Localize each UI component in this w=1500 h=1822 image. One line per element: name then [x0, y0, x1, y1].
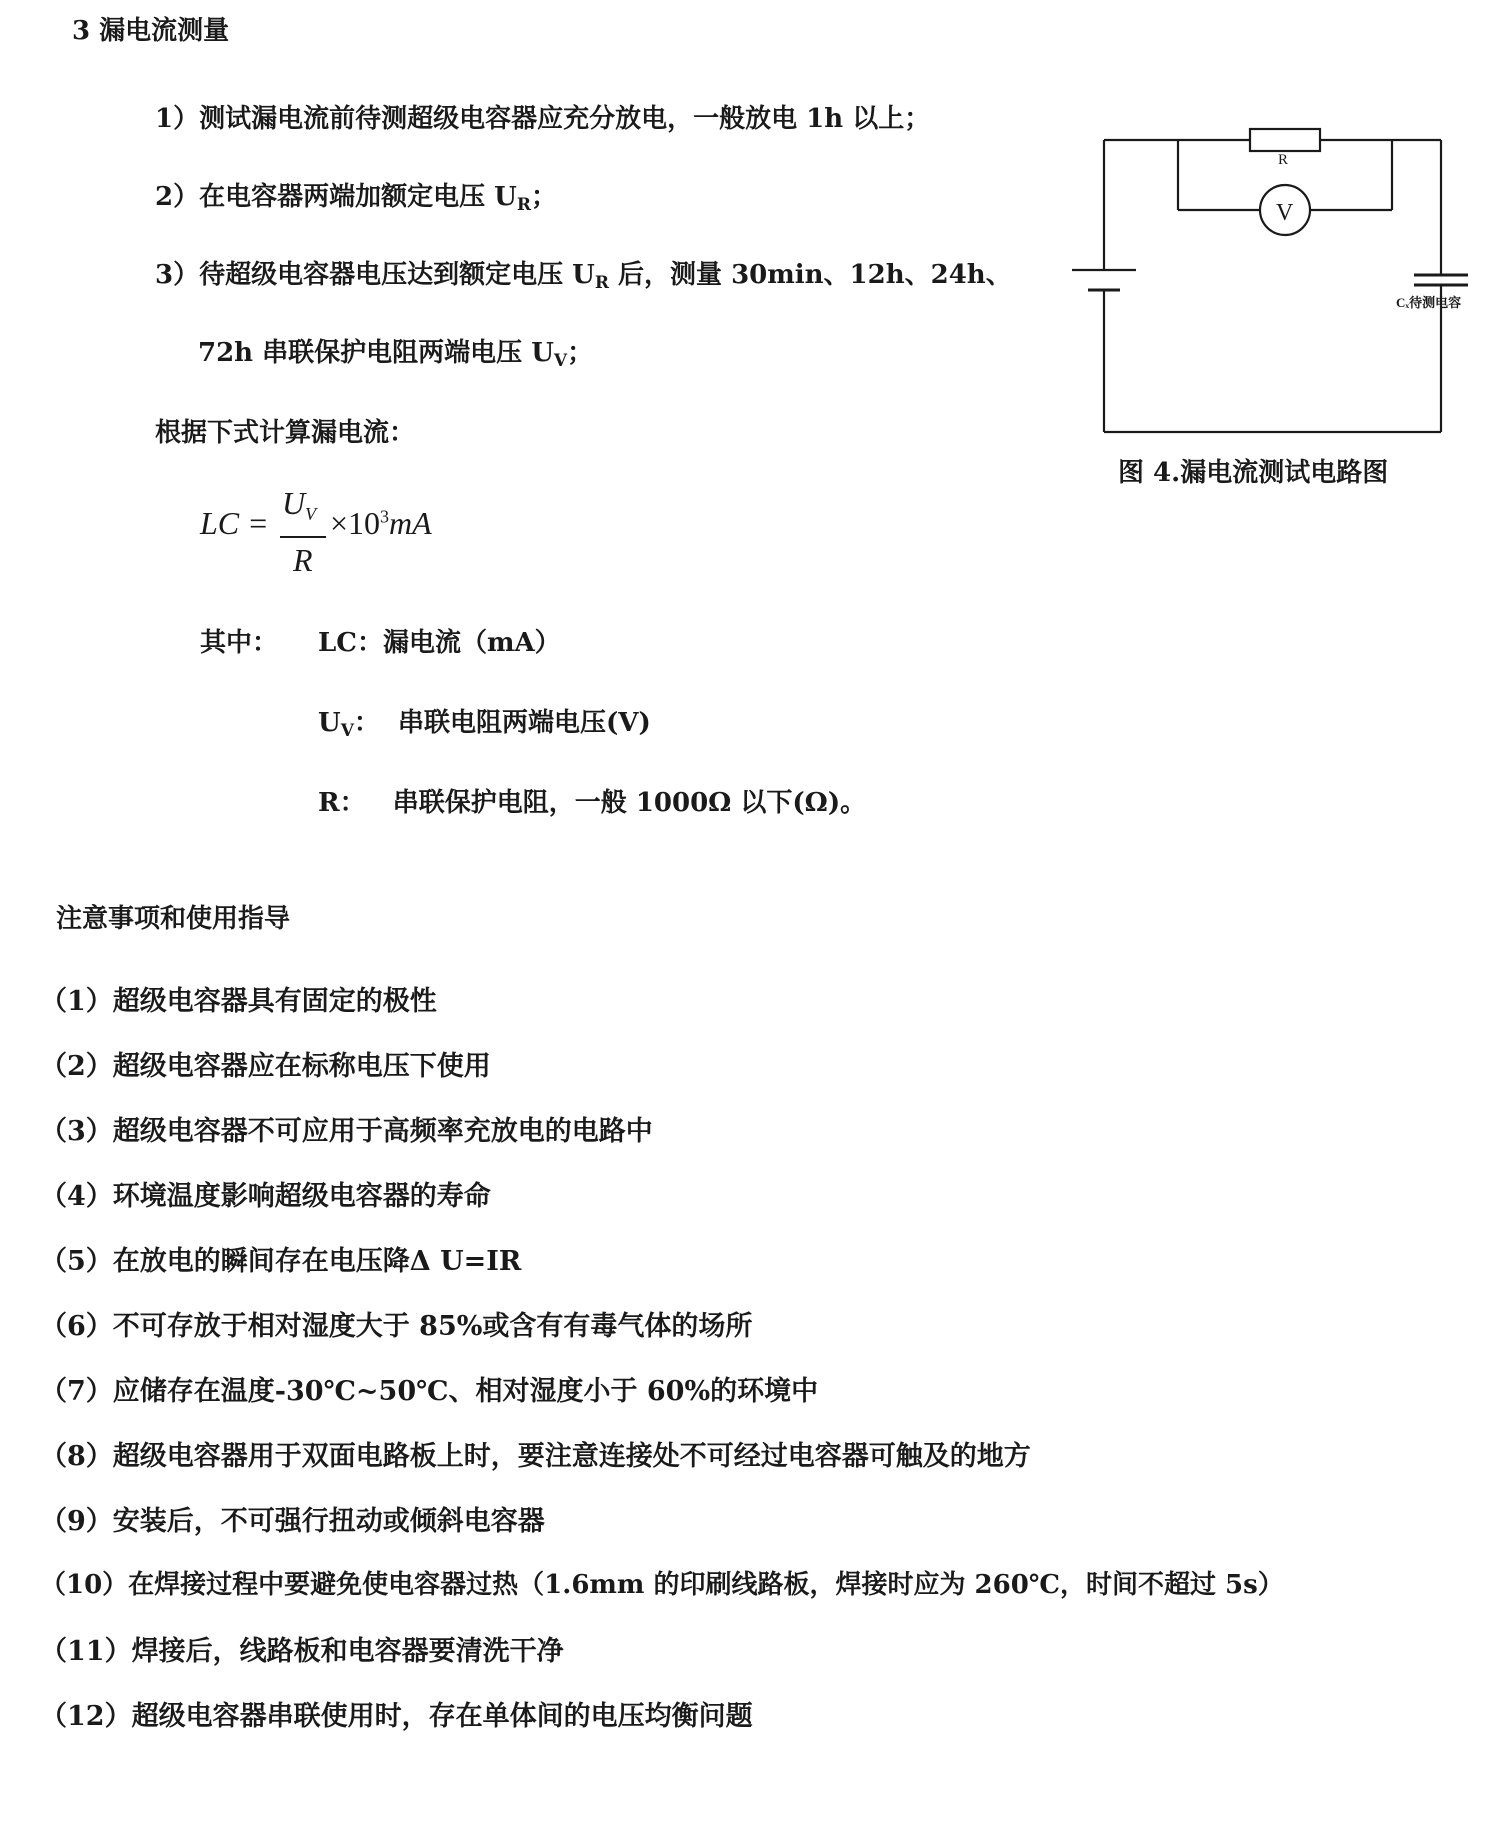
resistor-symbol	[1250, 129, 1320, 151]
note-item: （7）应储存在温度-30℃~50℃、相对湿度小于 60%的环境中	[40, 1376, 819, 1407]
note-item: （10）在焊接过程中要避免使电容器过热（1.6mm 的印刷线路板，焊接时应为 260℃，时间不超过 5s）	[40, 1570, 1284, 1600]
step-3-continued: 72h 串联保护电阻两端电压 $U_V$；	[198, 338, 594, 371]
formula-times: $\times 10^3mA$	[330, 505, 432, 541]
note-item: （9）安装后，不可强行扭动或倾斜电容器	[40, 1506, 545, 1537]
circuit-diagram	[1060, 118, 1500, 498]
step-1: 1）测试漏电流前待测超级电容器应充分放电，一般放电 1h 以上；	[155, 104, 931, 134]
note-item: （6）不可存放于相对湿度大于 85%或含有有毒气体的场所	[40, 1311, 753, 1342]
note-item: （3）超级电容器不可应用于高频率充放电的电路中	[40, 1116, 653, 1147]
section-title: 3 漏电流测量	[72, 16, 230, 46]
note-item: （5）在放电的瞬间存在电压降Δ U=IR	[40, 1246, 522, 1277]
resistor-label: R	[1278, 152, 1289, 168]
step-2: 2）在电容器两端加额定电压 $U_R$；	[155, 182, 557, 215]
definition-r: R： 串联保护电阻，一般 1000Ω 以下(Ω)。	[318, 788, 867, 818]
notes-heading: 注意事项和使用指导	[56, 904, 291, 934]
note-item: （4）环境温度影响超级电容器的寿命	[40, 1181, 491, 1212]
note-item: （12）超级电容器串联使用时，存在单体间的电压均衡问题	[40, 1701, 753, 1732]
note-item: （1）超级电容器具有固定的极性	[40, 986, 437, 1017]
figure-caption: 图 4.漏电流测试电路图	[1118, 458, 1389, 488]
fraction-bar	[280, 536, 326, 538]
formula-denominator: R	[293, 542, 313, 578]
calc-intro: 根据下式计算漏电流：	[155, 418, 416, 448]
capacitor-label: Cₓ待测电容	[1396, 295, 1462, 310]
note-item: （8）超级电容器用于双面电路板上时，要注意连接处不可经过电容器可触及的地方	[40, 1441, 1031, 1472]
formula-lhs: LC =	[200, 505, 269, 541]
step-3: 3）待超级电容器电压达到额定电压 $U_R$ 后，测量 30min、12h、24h、	[155, 260, 1012, 293]
definition-uv: $U_V$： 串联电阻两端电压(V)	[318, 708, 651, 741]
note-item: （2）超级电容器应在标称电压下使用	[40, 1051, 491, 1082]
definitions-label: 其中：	[200, 628, 279, 658]
note-item: （11）焊接后，线路板和电容器要清洗干净	[40, 1636, 564, 1667]
formula-numerator: UV	[282, 485, 317, 524]
voltmeter-label: V	[1276, 200, 1294, 226]
definition-lc: LC：漏电流（mA）	[318, 628, 561, 658]
